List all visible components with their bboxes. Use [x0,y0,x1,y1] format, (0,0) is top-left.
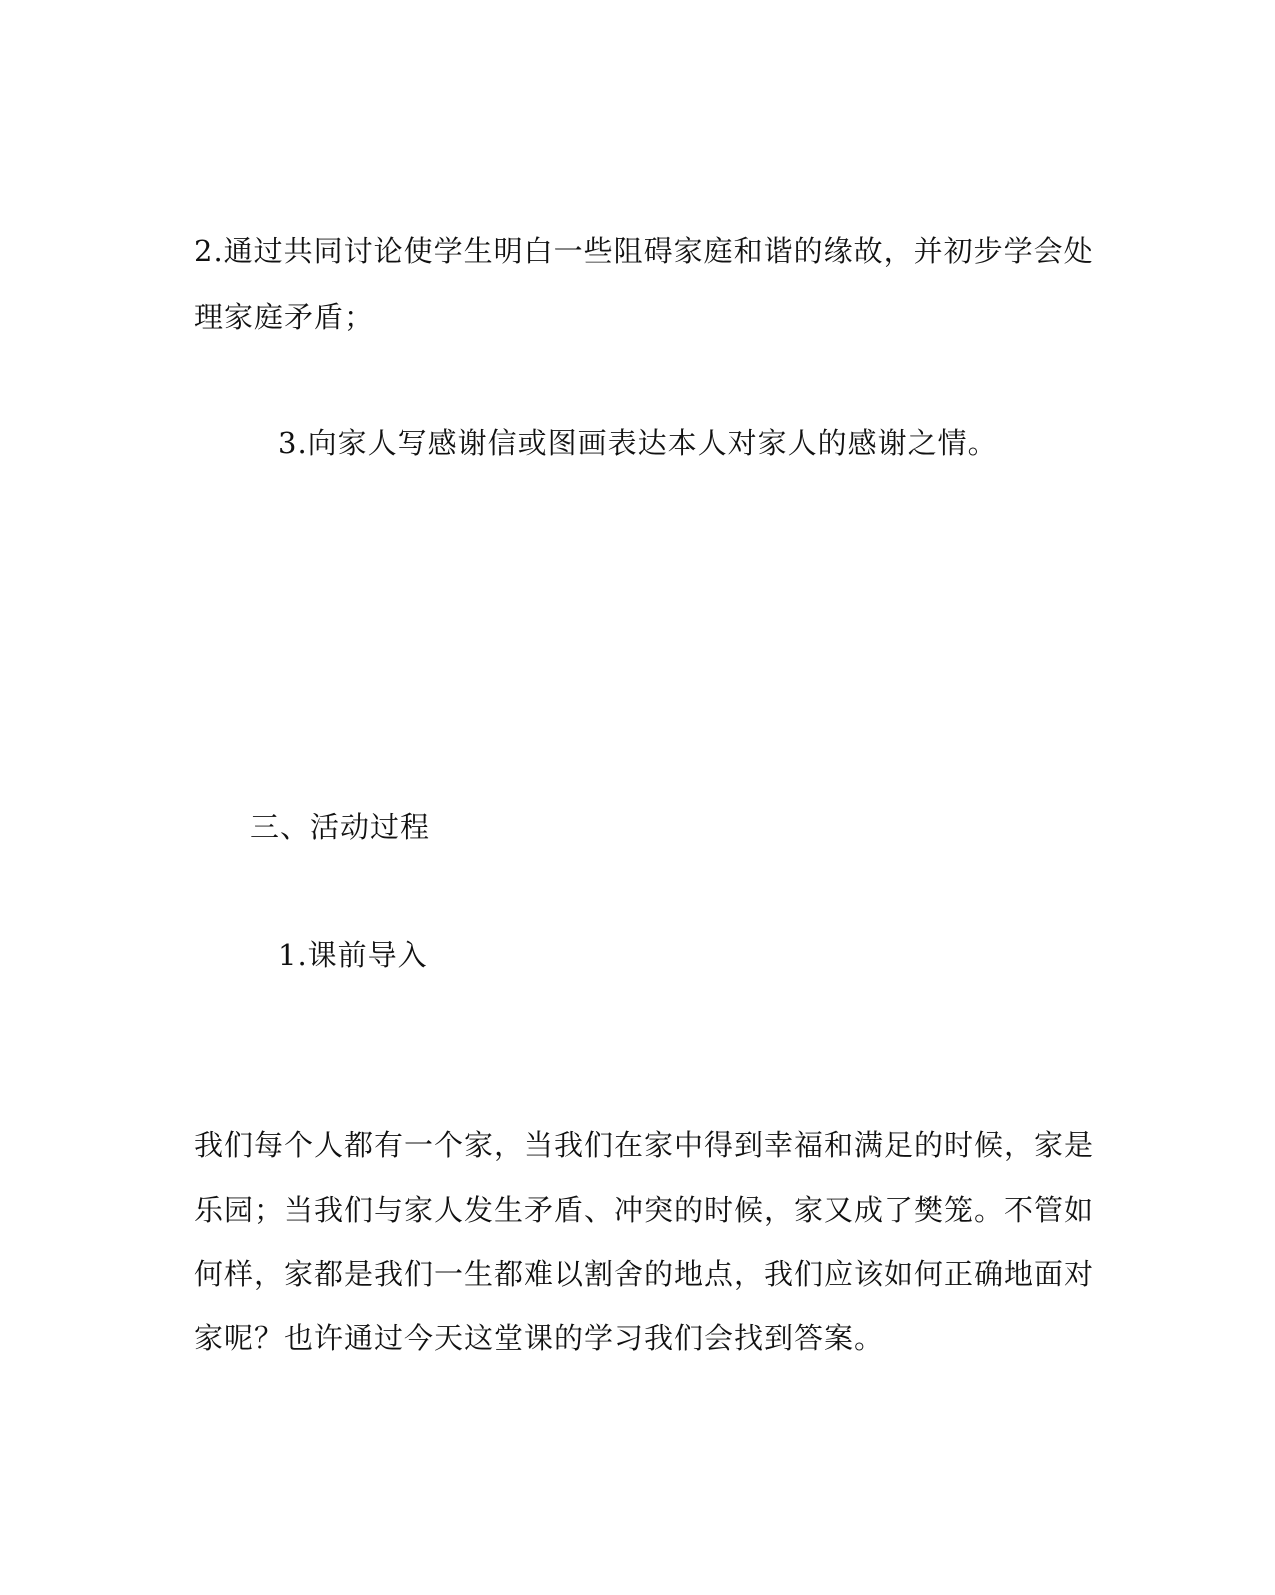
section-heading: 三、活动过程 [250,810,431,844]
objective-3: 3.向家人写感谢信或图画表达本人对家人的感谢之情。 [278,426,998,460]
section-subheading: 1.课前导入 [278,938,428,972]
objective-2-line-2: 理家庭矛盾； [194,300,375,334]
objective-2-line-1: 2.通过共同讨论使学生明白一些阻碍家庭和谐的缘故，并初步学会处 [194,234,1094,268]
paragraph-line-3: 何样，家都是我们一生都难以割舍的地点，我们应该如何正确地面对 [194,1257,1095,1291]
paragraph-line-1: 我们每个人都有一个家，当我们在家中得到幸福和满足的时候，家是 [194,1128,1095,1162]
paragraph-line-2: 乐园；当我们与家人发生矛盾、冲突的时候，家又成了樊笼。不管如 [194,1193,1095,1227]
paragraph-line-4: 家呢？也许通过今天这堂课的学习我们会找到答案。 [194,1321,885,1355]
